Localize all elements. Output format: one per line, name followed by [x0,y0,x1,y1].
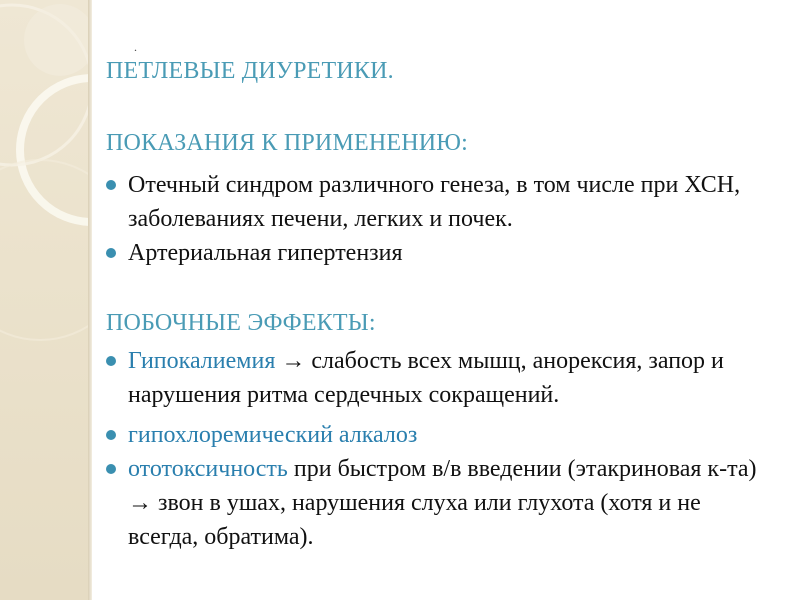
side-effect-term: Гипокалиемия [128,348,276,374]
slide-content [106,0,786,600]
sidebar-divider [88,0,92,600]
indication-item [106,168,776,236]
side-effect-item [106,344,776,412]
bullet-icon [106,180,116,190]
bullet-icon [106,430,116,440]
indication-item [106,236,776,270]
indication-text: Отечный синдром различного генеза, в том числе при ХСН, заболеваниях печени, легких и почек. [128,172,741,232]
side-effect-description: → слабость всех мышц, анорексия, запор и нарушения ритма сердечных сокращений. [128,348,724,408]
side-effects-heading: ПОБОЧНЫЕ ЭФФЕКТЫ: [106,310,376,336]
side-effect-item [106,418,776,452]
bullet-icon [106,464,116,474]
decorative-sidebar [0,0,88,600]
side-effect-term: ототоксичность [128,456,288,482]
decorative-circles [0,0,88,600]
bullet-icon [106,356,116,366]
bullet-icon [106,248,116,258]
indications-heading: ПОКАЗАНИЯ К ПРИМЕНЕНИЮ: [106,130,469,156]
slide-title: ПЕТЛЕВЫЕ ДИУРЕТИКИ. [106,58,394,84]
decorative-dot: . [134,40,137,54]
side-effect-item [106,452,776,554]
side-effect-term: гипохлоремический алкалоз [128,422,418,448]
side-effect-description: при быстром в/в введении (этакриновая к-та) → звон в ушах, нарушения слуха или глухота (хотя и не всегда, обратима). [128,456,757,550]
indication-text: Артериальная гипертензия [128,240,403,266]
